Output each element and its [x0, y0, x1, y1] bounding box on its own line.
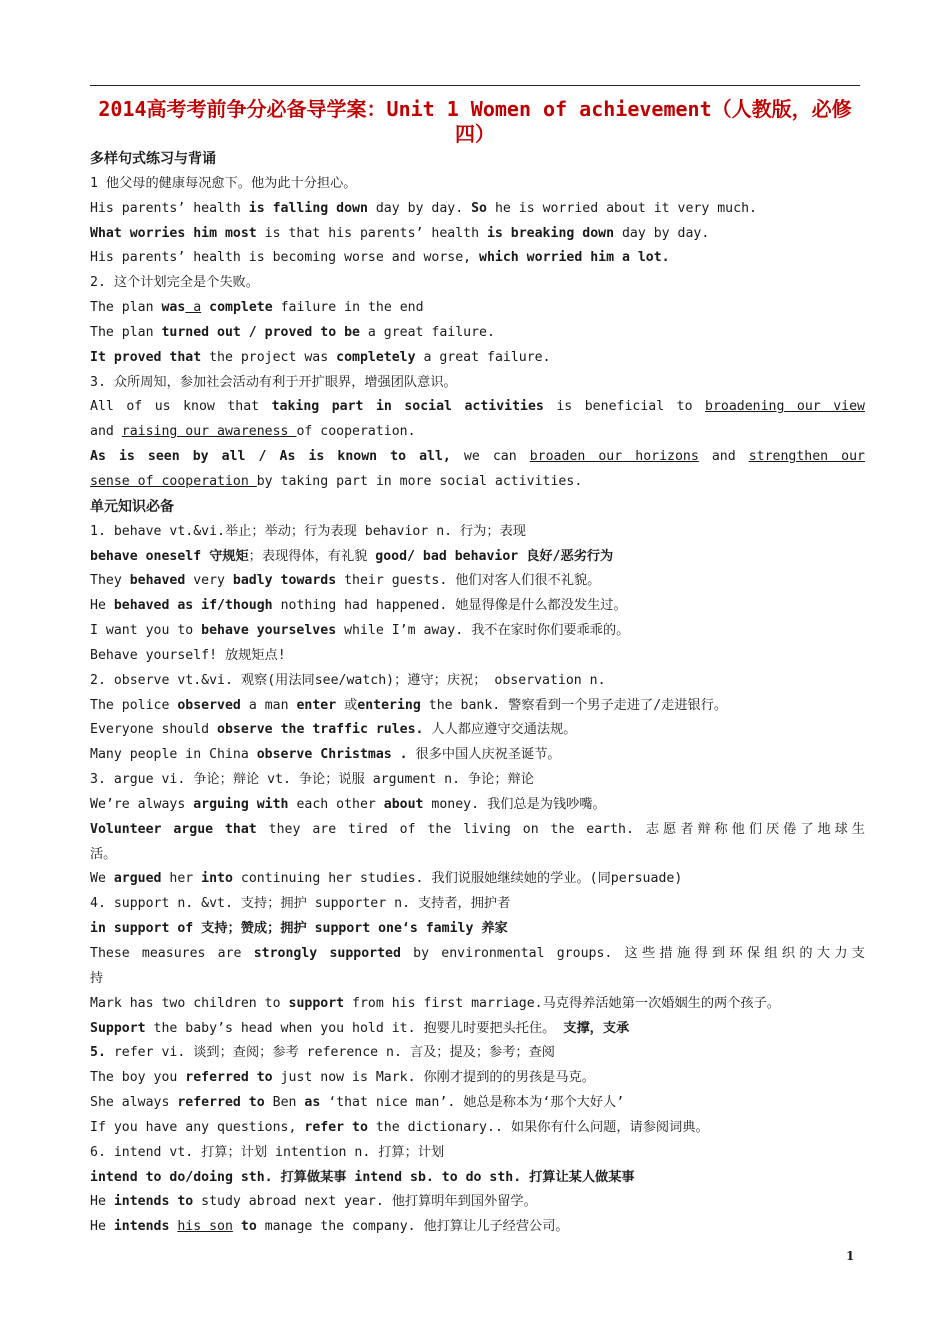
text-segment: 1 他父母的健康每况愈下。他为此十分担心。 — [90, 175, 357, 191]
underlined-phrase: strengthen our — [748, 449, 865, 465]
text-segment: day by day. — [614, 225, 710, 241]
text-segment: 活。 — [90, 846, 117, 862]
text-segment: by environmental groups. 这些措施得到环保组织的大力支 — [400, 946, 865, 961]
text-line — [90, 619, 865, 644]
text-segment: If you have any questions, — [90, 1119, 305, 1135]
text-line — [90, 470, 865, 495]
text-segment: I want you to — [90, 623, 202, 639]
text-segment: from his first marriage.马克得养活她第一次婚姻生的两个孩子。 — [344, 995, 780, 1011]
bold-phrase: 支撑，支承 — [563, 1020, 630, 1036]
bold-phrase: behave yourselves — [201, 623, 337, 639]
text-segment: The plan — [90, 324, 162, 340]
bold-phrase: What worries him most — [90, 225, 257, 241]
bold-phrase: strongly supported — [253, 946, 401, 961]
bold-phrase: behave oneself 守规矩 — [90, 548, 249, 564]
text-line — [90, 172, 865, 197]
bold-phrase: is falling down — [248, 200, 368, 216]
bold-phrase: support — [288, 995, 345, 1011]
text-segment: His parents’ health — [90, 200, 249, 216]
text-line — [90, 594, 865, 619]
header-rule — [90, 85, 860, 86]
text-line — [90, 371, 865, 396]
text-segment: 2. 这个计划完全是个失败。 — [90, 275, 259, 291]
text-line — [90, 718, 865, 743]
text-line — [90, 1091, 865, 1116]
text-line — [90, 694, 865, 719]
bold-phrase: enter — [296, 697, 337, 713]
text-segment: the baby’s head when you hold it. 抱婴儿时要把头托住。 — [145, 1020, 564, 1036]
text-line — [90, 992, 865, 1017]
text-segment: very — [185, 573, 233, 589]
text-line — [90, 843, 865, 868]
text-segment: they are tired of the living on the earth. 志愿者辩称他们厌倦了地球生 — [256, 821, 865, 837]
bold-phrase: badly towards — [232, 573, 337, 589]
text-line — [90, 644, 865, 669]
text-segment: We’re always — [90, 796, 194, 812]
text-line — [90, 1017, 865, 1042]
page-number: 1 — [846, 1249, 855, 1263]
text-segment: the bank. 警察看到一个男子走进了/走进银行。 — [420, 697, 728, 713]
underlined-phrase: a — [185, 300, 202, 316]
text-line — [90, 967, 865, 992]
document-title: 2014高考考前争分必备导学案：Unit 1 Women of achievement（人教版，必修四） — [98, 97, 852, 146]
text-line — [90, 1215, 865, 1240]
text-segment: 2. observe vt.&vi. 观察(用法同see/watch)；遵守；庆祝； observation n. — [90, 672, 606, 688]
text-segment: the dictionary.. 如果你有什么问题，请参阅词典。 — [367, 1119, 709, 1135]
text-segment: Mark has two children to — [90, 995, 289, 1011]
text-segment: Behave yourself! 放规矩点! — [90, 647, 286, 663]
bold-phrase: refer to — [304, 1119, 368, 1135]
text-segment: 3. argue vi. 争论；辩论 vt. 争论；说服 argument n. 争论；辩论 — [90, 772, 534, 788]
text-line — [90, 1141, 865, 1166]
bold-phrase: behaved as if/though — [113, 598, 273, 614]
text-line — [90, 246, 865, 271]
bold-phrase: which worried him a lot. — [479, 250, 670, 266]
bold-phrase: behaved — [129, 573, 186, 589]
text-line — [90, 346, 865, 371]
text-line — [90, 1166, 865, 1191]
bold-phrase: 5. — [90, 1045, 106, 1061]
bold-phrase: good/ bad behavior 良好/恶劣行为 — [375, 548, 614, 564]
bold-phrase: It proved that — [90, 349, 202, 365]
text-segment: a great failure. — [359, 324, 495, 340]
text-segment: nothing had happened. 她显得像是什么都没发生过。 — [272, 598, 627, 614]
bold-phrase: in support of 支持；赞成；拥护 support one‘s family 养家 — [90, 921, 508, 937]
bold-phrase: observed — [177, 697, 241, 713]
text-segment: He — [90, 1219, 114, 1235]
text-segment: and — [90, 424, 122, 440]
bold-phrase: intends to — [113, 1194, 194, 1210]
text-segment: 或 — [336, 697, 358, 713]
bold-phrase: to — [240, 1219, 257, 1235]
text-segment: is that his parents’ health — [256, 225, 487, 241]
text-segment: ‘that nice man’. 她总是称本为‘那个大好人’ — [320, 1095, 625, 1111]
text-line — [90, 321, 865, 346]
text-segment: while I’m away. 我不在家时你们要乖乖的。 — [336, 623, 630, 639]
text-segment: we can — [450, 449, 530, 465]
bold-phrase: was — [161, 300, 186, 316]
bold-phrase: intends — [113, 1219, 170, 1235]
text-segment: These measures are — [90, 946, 254, 961]
bold-phrase: Support — [90, 1020, 146, 1036]
text-segment: Everyone should — [90, 722, 218, 738]
text-line — [90, 197, 865, 222]
text-line — [90, 917, 865, 942]
bold-phrase: arguing with — [193, 796, 289, 812]
text-line — [90, 545, 865, 570]
text-line — [90, 867, 865, 892]
bold-phrase: entering — [357, 697, 421, 713]
text-segment: 单元知识必备 — [90, 498, 174, 515]
text-line — [90, 768, 865, 793]
section-heading — [90, 147, 865, 172]
text-segment: She always — [90, 1095, 178, 1111]
text-segment: 3. 众所周知，参加社会活动有利于开扩眼界，增强团队意识。 — [90, 374, 457, 390]
text-line — [90, 271, 865, 296]
text-segment: 多样句式练习与背诵 — [90, 151, 216, 167]
text-line — [90, 892, 865, 917]
text-line — [90, 1116, 865, 1141]
text-segment: The boy you — [90, 1070, 186, 1086]
text-segment — [201, 300, 209, 315]
text-segment: by taking part in more social activities. — [256, 473, 583, 489]
text-segment: her — [161, 871, 202, 887]
text-segment: 持 — [90, 970, 104, 986]
bold-phrase: referred to — [177, 1095, 265, 1111]
bold-phrase: about — [383, 796, 424, 812]
text-line — [90, 1041, 865, 1066]
text-segment: 1. behave vt.&vi.举止；举动；行为表现 behavior n. 行为；表现 — [90, 523, 526, 539]
text-line — [90, 420, 865, 445]
text-segment: and — [698, 449, 749, 465]
bold-phrase: intend to do/doing sth. 打算做某事 intend sb. to do sth. 打算让某人做某事 — [90, 1169, 635, 1185]
text-line — [90, 818, 865, 843]
bold-phrase: referred to — [185, 1070, 273, 1086]
text-segment: manage the company. 他打算让儿子经营公司。 — [256, 1219, 569, 1235]
text-segment: ；表现得体，有礼貌 — [248, 548, 376, 564]
text-segment: He — [90, 1194, 114, 1210]
text-line — [90, 793, 865, 818]
text-segment: the project was — [201, 349, 337, 365]
underlined-phrase: sense of cooperation — [90, 473, 257, 489]
text-line — [90, 669, 865, 694]
bold-phrase: turned out / proved to be — [161, 324, 360, 340]
text-segment: All of us know that — [90, 399, 272, 415]
text-line — [90, 942, 865, 967]
text-segment: he is worried about it very much. — [487, 200, 757, 216]
text-segment: 4. support n. &vt. 支持；拥护 supporter n. 支持者，拥护者 — [90, 896, 511, 912]
text-line — [90, 1066, 865, 1091]
text-segment: money. 我们总是为钱吵嘴。 — [423, 796, 606, 812]
text-segment: 6. intend vt. 打算；计划 intention n. 打算；计划 — [90, 1144, 445, 1160]
text-line — [90, 395, 865, 420]
text-segment: Many people in China — [90, 747, 257, 763]
underlined-phrase: broaden our horizons — [529, 449, 699, 465]
document-body — [90, 147, 865, 1240]
bold-phrase: As is seen by all / As is known to all, — [90, 449, 451, 465]
text-line — [90, 743, 865, 768]
text-segment: day by day. — [367, 200, 472, 216]
text-line — [90, 296, 865, 321]
bold-phrase: taking part in social activities — [271, 399, 544, 415]
text-segment: study abroad next year. 他打算明年到国外留学。 — [193, 1194, 537, 1210]
bold-phrase: as — [304, 1095, 321, 1111]
text-segment: failure in the end — [272, 300, 424, 316]
text-segment: a man — [240, 697, 297, 713]
bold-phrase: argued — [113, 871, 162, 887]
text-line — [90, 445, 865, 470]
text-segment: The plan — [90, 300, 162, 316]
text-segment: Ben — [264, 1095, 305, 1111]
text-segment: just now is Mark. 你刚才提到的的男孩是马克。 — [272, 1070, 595, 1086]
text-line — [90, 222, 865, 247]
bold-phrase: observe Christmas . — [256, 747, 408, 763]
bold-phrase: observe the traffic rules. — [217, 722, 424, 738]
text-segment: 很多中国人庆祝圣诞节。 — [407, 747, 561, 763]
text-segment — [233, 1219, 241, 1234]
text-segment: He — [90, 598, 114, 614]
text-segment: of cooperation. — [296, 424, 416, 440]
underlined-phrase: his son — [177, 1219, 233, 1235]
text-segment: They — [90, 573, 130, 589]
text-segment: a great failure. — [415, 349, 551, 365]
bold-phrase: So — [471, 200, 487, 216]
text-segment: refer vi. 谈到；查阅；参考 reference n. 言及；提及；参考；查阅 — [105, 1045, 555, 1061]
bold-phrase: complete — [209, 300, 273, 316]
text-line — [90, 520, 865, 545]
text-segment: their guests. 他们对客人们很不礼貌。 — [336, 573, 601, 589]
text-segment: We — [90, 871, 114, 887]
text-segment: The police — [90, 697, 178, 713]
underlined-phrase: broadening our view — [705, 399, 865, 415]
text-segment: each other — [288, 796, 384, 812]
text-segment: continuing her studies. 我们说服她继续她的学业。(同persuade) — [232, 871, 683, 887]
bold-phrase: into — [201, 871, 233, 887]
bold-phrase: completely — [336, 349, 416, 365]
text-segment: 人人都应遵守交通法规。 — [423, 722, 577, 738]
bold-phrase: is breaking down — [486, 225, 615, 241]
section-heading — [90, 495, 865, 520]
text-line — [90, 569, 865, 594]
text-segment: is beneficial to — [543, 399, 706, 415]
underlined-phrase: raising our awareness — [121, 424, 297, 440]
bold-phrase: Volunteer argue that — [90, 821, 257, 837]
text-segment: His parents’ health is becoming worse and worse, — [90, 250, 480, 266]
text-line — [90, 1190, 865, 1215]
